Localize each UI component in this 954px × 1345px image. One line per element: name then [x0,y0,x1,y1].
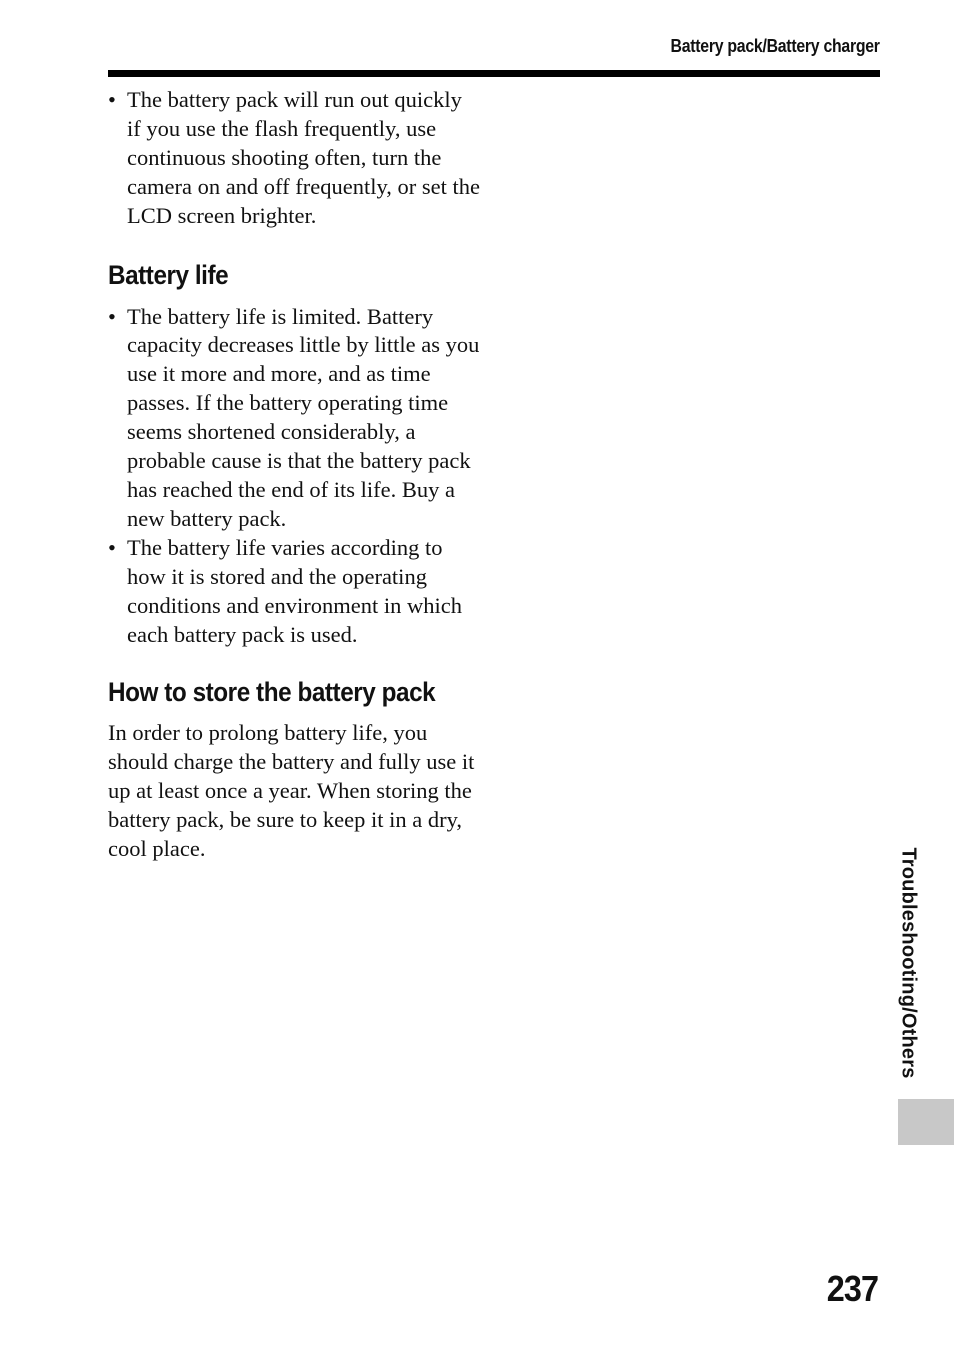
list-item [108,86,480,231]
intro-bullet-list [108,86,480,231]
side-tab-marker [898,1099,954,1145]
bullet-marker: • [108,87,116,112]
section-heading-battery-life: Battery life [108,259,229,290]
store-battery-paragraph: In order to prolong battery life, you should charge the battery and fully use it up at least once a year. When storing the battery pack, be sure to keep it in a dry, cool place. [108,720,475,862]
bullet-text: The battery life is limited. Battery capacity decreases little by little as you use it more and more, and as time passes. If the battery operating time seems shortened considerably, a probable cause is that the battery pack has reached the end of its life. Buy a new battery pack. [127,303,480,531]
bullet-text: The battery pack will run out quickly if you use the flash frequently, use continuous shooting often, turn the camera on and off frequently, or set the LCD screen brighter. [127,87,480,228]
running-header: Battery pack/Battery charger [670,36,880,56]
list-item [108,303,480,534]
section-heading-store-battery: How to store the battery pack [108,677,436,708]
battery-life-bullet-list [108,303,480,650]
main-column [108,86,480,864]
header-rule [108,70,880,77]
bullet-marker: • [108,303,116,329]
list-item [108,534,480,650]
bullet-text: The battery life varies according to how it is stored and the operating conditions and environment in which each battery pack is used. [127,534,462,647]
page-number: 237 [826,1268,878,1309]
bullet-marker: • [108,534,116,560]
side-tab-label: Troubleshooting/Others [897,847,920,1079]
